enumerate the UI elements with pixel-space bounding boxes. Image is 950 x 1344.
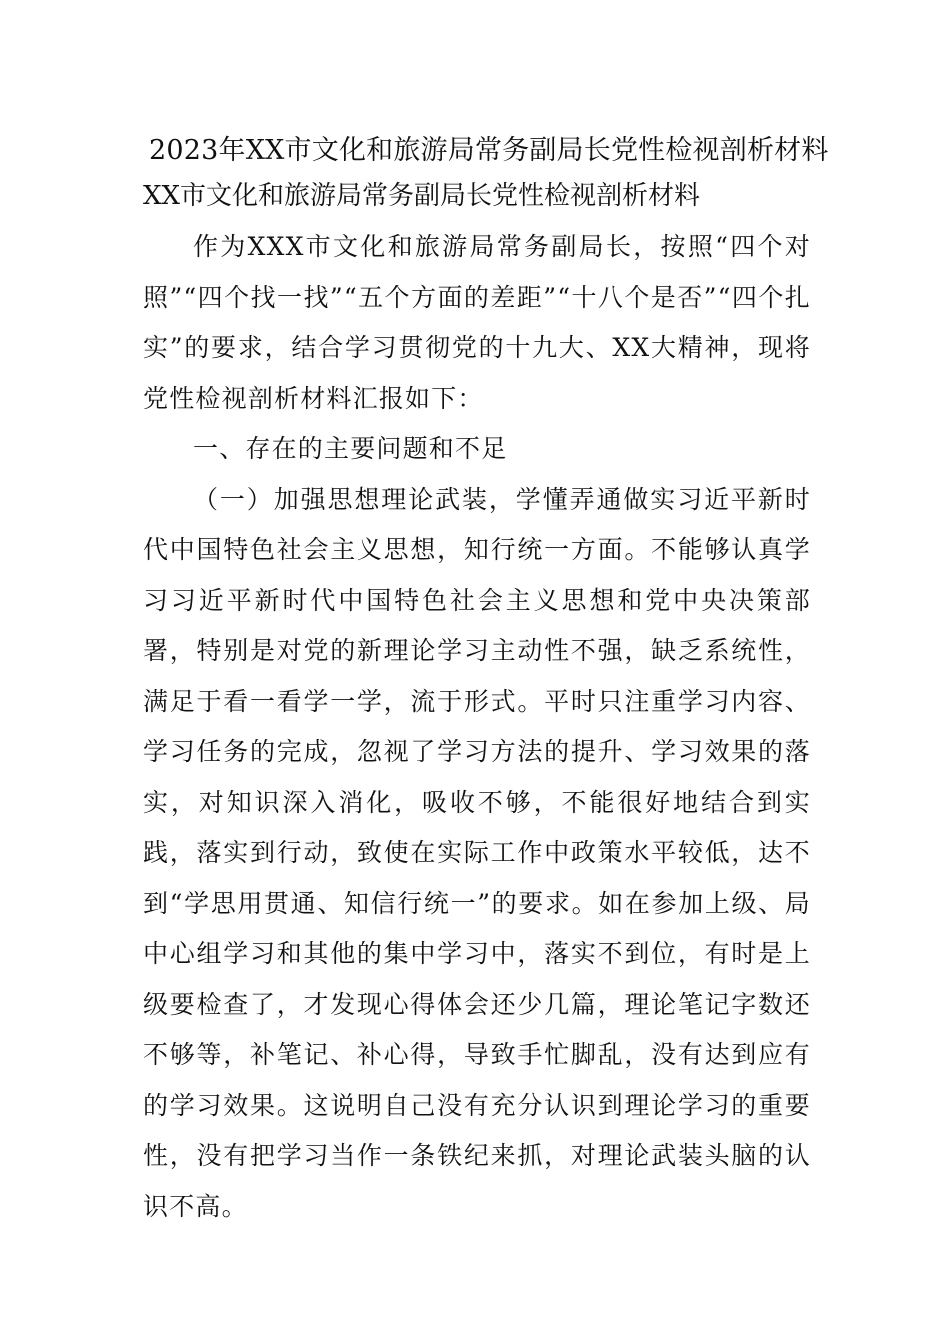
document-subtitle: XX市文化和旅游局常务副局长党性检视剖析材料	[143, 181, 701, 211]
document-title: 2023年XX市文化和旅游局常务副局长党性检视剖析材料	[149, 135, 829, 166]
section-heading: 一、存在的主要问题和不足	[193, 434, 508, 463]
body-paragraph: （一）加强思想理论武装，学懂弄通做实习近平新时代中国特色社会主义思想，知行统一方面。不能够认真学习习近平新时代中国特色社会主义思想和党中央决策部署，特别是对党的新理论学习主动性不强，缺乏系统性，满足于看一看学一学，流于形式。平时只注重学习内容、学习任务的完成，忽视了学习方法的提升、学习效果的落实，对知识深入消化，吸收不够，不能很好地结合到实践，落实到行动，致使在实际工作中政策水平较低，达不到“学思用贯通、知信行统一”的要求。如在参加上级、局中心组学习和其他的集中学习中，落实不到位，有时是上级要检查了，才发现心得体会还少几篇，理论笔记字数还不够等，补笔记、补心得，导致手忙脚乱，没有达到应有的学习效果。这说明自己没有充分认识到理论学习的重要性，没有把学习当作一条铁纪来抓，对理论武装头脑的认识不高。	[143, 484, 811, 1221]
document-page	[143, 128, 829, 1232]
intro-paragraph: 作为XXX市文化和旅游局常务副局长，按照“四个对照”“四个找一找”“五个方面的差距”“十八个是否”“四个扎实”的要求，结合学习贯彻党的十九大、XX大精神，现将党性检视剖析材料汇报如下：	[143, 232, 811, 413]
